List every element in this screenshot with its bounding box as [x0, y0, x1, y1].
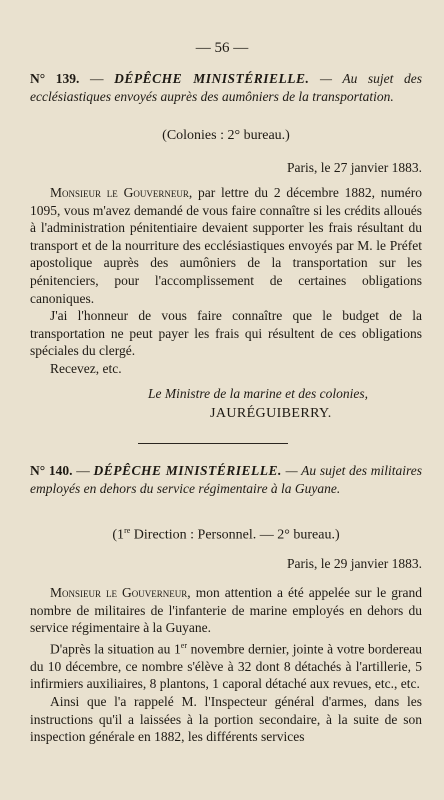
- doc139-subject: — Au sujet des ecclésiastiques envoyés auprès des aumôniers de la transportation.: [30, 71, 423, 104]
- doc139-closing: Recevez, etc.: [50, 360, 122, 376]
- doc139-signature-name: JAURÉGUIBERRY.: [210, 406, 332, 421]
- doc140-subject: — Au sujet des militaires employés en dehors du service régimentaire à la Guyane.: [30, 463, 423, 496]
- separator-rule: [138, 443, 288, 444]
- doc140-date: Paris, le 29 janvier 1883.: [287, 556, 422, 571]
- doc139-number: N° 139.: [30, 71, 80, 86]
- doc139-heading: N° 139. — DÉPÊCHE MINISTÉRIELLE. — Au sujet des ecclésiastiques envoyés auprès des aumôniers de la transportation.: [30, 71, 423, 104]
- page-number: — 56 —: [195, 40, 249, 56]
- doc140-salutation: Monsieur le Gouverneur,: [50, 585, 191, 600]
- doc140-body: [30, 584, 422, 746]
- doc139-para1: Monsieur le Gouverneur, par lettre du 2 décembre 1882, numéro 1095, vous m'avez demandé de vous faire connaître si les crédits alloués à l'administration pénitentiaire devaient supporter les frais résultant du transport et de la nourriture des ecclésiastiques envoyés par M. le Préfet apostolique auprès des aumôniers de la transportation sur les pénitenciers, pour l'accomplissement de certaines obligations canoniques.: [30, 185, 423, 306]
- doc139-date: Paris, le 27 janvier 1883.: [287, 160, 422, 175]
- doc140-number: N° 140.: [30, 463, 73, 478]
- doc139-title: DÉPÊCHE MINISTÉRIELLE.: [114, 71, 310, 86]
- doc140-heading: N° 140. — DÉPÊCHE MINISTÉRIELLE. — Au sujet des militaires employés en dehors du service régimentaire à la Guyane.: [30, 463, 423, 496]
- doc139-service: (Colonies : 2° bureau.): [162, 128, 290, 143]
- doc139-salutation: Monsieur le Gouverneur,: [50, 185, 193, 200]
- doc140-para2: D'après la situation au 1er novembre dernier, jointe à votre bordereau du 10 décembre, ce nombre s'élève à 32 dont 8 détachés à l'artillerie, 5 infirmiers auxiliaires, 8 plantons, 1 caporal détaché aux revues, etc., etc.: [30, 640, 423, 692]
- doc139-para2: J'ai l'honneur de vous faire connaître que le budget de la transportation ne peut payer les frais qui résultent de ces obligations spéciales du clergé.: [30, 308, 422, 359]
- doc140-para1: Monsieur le Gouverneur, mon attention a été appelée sur le grand nombre de militaires de l'infanterie de marine employés en dehors du service régimentaire à la Guyane.: [30, 585, 422, 636]
- doc139-signature-title: Le Ministre de la marine et des colonies,: [148, 386, 368, 401]
- doc140-service: (1re Direction : Personnel. — 2° bureau.): [112, 526, 340, 543]
- doc140-para3: Ainsi que l'a rappelé M. l'Inspecteur général d'armes, dans les instructions qu'il a laissées à la portion secondaire, à la suite de son inspection générale en 1882, les différents services: [30, 694, 422, 745]
- doc139-body: [30, 184, 422, 378]
- doc140-title: DÉPÊCHE MINISTÉRIELLE.: [93, 463, 282, 478]
